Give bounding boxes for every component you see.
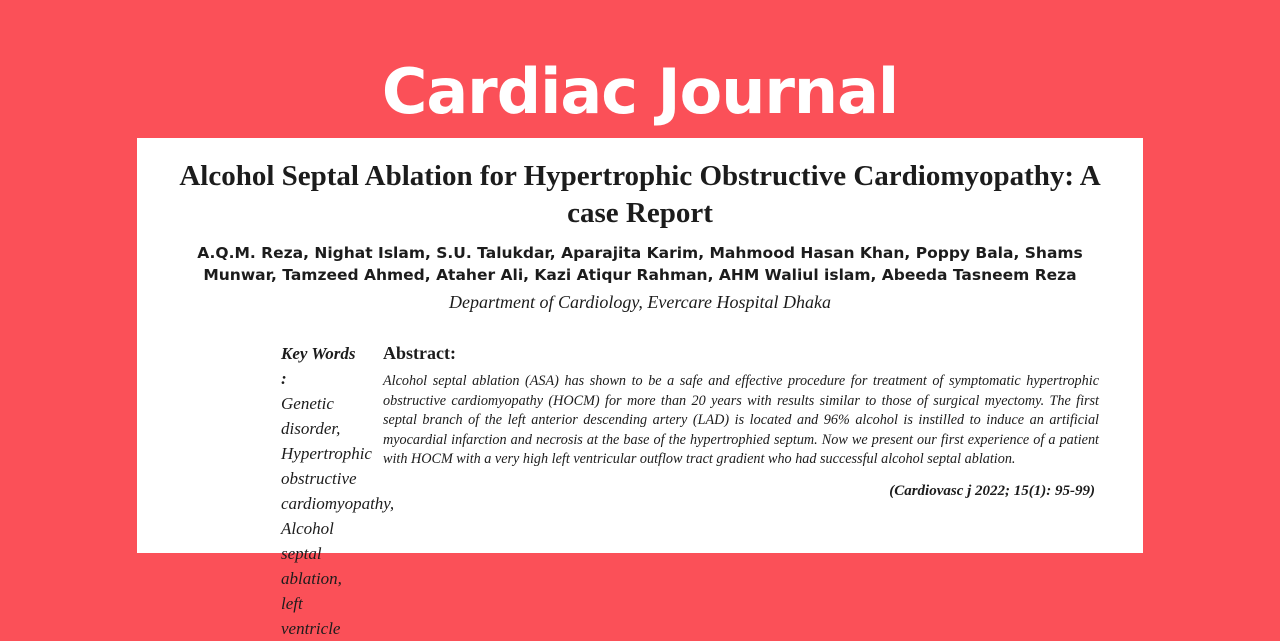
paper-affiliation: Department of Cardiology, Evercare Hospital Dhaka <box>449 292 831 312</box>
paper-body <box>177 341 1103 641</box>
paper-card <box>137 138 1143 638</box>
keywords-heading: Key Words : <box>281 344 356 388</box>
paper-citation: (Cardiovasc j 2022; 15(1): 95-99) <box>889 482 1095 499</box>
abstract-text: Alcohol septal ablation (ASA) has shown to be a safe and effective procedure for treatment of symptomatic hypertrophic obstructive cardiomyopathy (HOCM) for more than 20 years with results similar to those of surgical myectomy. The first septal branch of the left anterior descending artery (LAD) is located and 96% alcohol is instilled to induce an artificial myocardial infarction and necrosis at the base of the hypertrophied septum. Now we present our first experience of a patient with HOCM with a very high left ventricular outflow tract gradient who had successful alcohol septal ablation. <box>383 373 1099 467</box>
journal-banner-title: Cardiac Journal <box>381 55 899 128</box>
abstract-column <box>362 341 1103 641</box>
keywords-column <box>177 341 395 641</box>
paper-title: Alcohol Septal Ablation for Hypertrophic Obstructive Cardiomyopathy: A case Report <box>179 160 1101 229</box>
abstract-heading: Abstract: <box>383 343 456 363</box>
keywords-list: Genetic disorder, Hypertrophic obstructive cardiomyopathy, Alcohol septal ablation, left ventricle <box>281 394 395 638</box>
paper-authors: A.Q.M. Reza, Nighat Islam, S.U. Talukdar, Aparajita Karim, Mahmood Hasan Khan, Poppy Bala, Shams Munwar, Tamzeed Ahmed, Ataher Ali, Kazi Atiqur Rahman, AHM Waliul islam, Abeeda Tasneem Reza <box>197 244 1083 284</box>
